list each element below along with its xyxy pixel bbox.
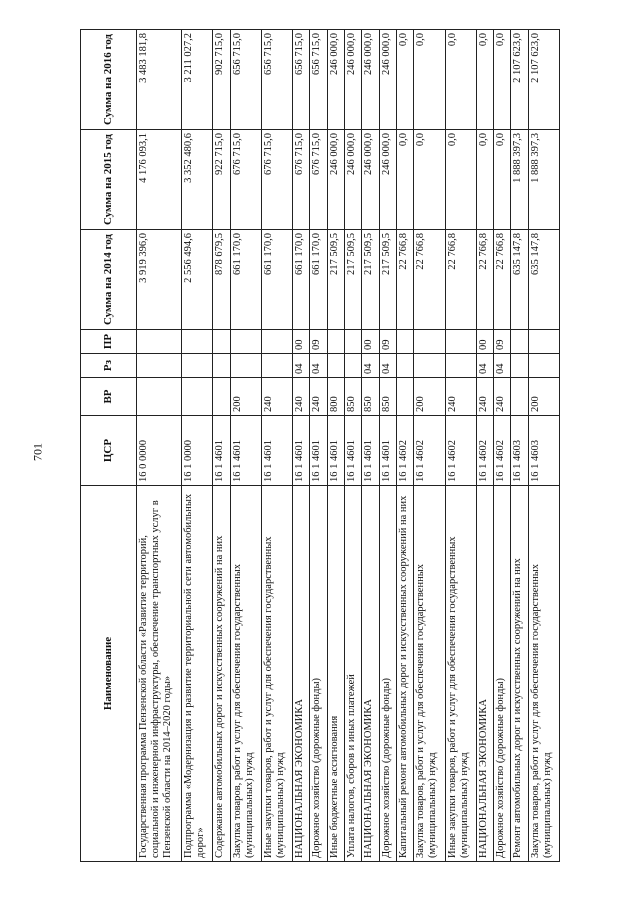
cell-csr: 16 1 4603 [528,416,559,486]
cell-pr [511,330,528,354]
header-sum-2014: Сумма на 2014 год [81,230,137,330]
header-vr: ВР [81,378,137,416]
cell-vr: 240 [445,378,476,416]
cell-sum-2016: 902 715,0 [213,30,230,130]
cell-rz: 04 [494,354,511,378]
cell-sum-2015: 246 000,0 [345,130,362,230]
cell-sum-2014: 217 509,5 [362,230,379,330]
cell-name: Иные закупки товаров, работ и услуг для обеспечения государственных (муниципальных) нужд [445,486,476,862]
cell-sum-2016: 246 000,0 [327,30,344,130]
cell-csr: 16 1 4601 [345,416,362,486]
cell-vr [396,378,413,416]
cell-name: Иные бюджетные ассигнования [327,486,344,862]
header-sum-2016: Сумма на 2016 год [81,30,137,130]
cell-sum-2016: 656 715,0 [310,30,327,130]
table-row [445,30,476,862]
cell-vr: 200 [528,378,559,416]
cell-sum-2015: 0,0 [494,130,511,230]
cell-vr [137,378,182,416]
cell-name: Капитальный ремонт автомобильных дорог и искусственных сооружений на них [396,486,413,862]
cell-sum-2016: 0,0 [414,30,445,130]
cell-sum-2015: 676 715,0 [310,130,327,230]
cell-sum-2014: 661 170,0 [261,230,292,330]
cell-vr: 200 [230,378,261,416]
cell-vr: 240 [293,378,310,416]
cell-sum-2015: 676 715,0 [293,130,310,230]
table-row [362,30,379,862]
cell-vr: 240 [494,378,511,416]
cell-name: НАЦИОНАЛЬНАЯ ЭКОНОМИКА [362,486,379,862]
table-row [345,30,362,862]
cell-rz [261,354,292,378]
table-row [414,30,445,862]
table-row [528,30,559,862]
cell-vr: 240 [261,378,292,416]
cell-pr: 00 [362,330,379,354]
cell-sum-2014: 661 170,0 [310,230,327,330]
cell-sum-2015: 1 888 397,3 [528,130,559,230]
cell-rz [511,354,528,378]
cell-rz [445,354,476,378]
cell-csr: 16 1 4601 [379,416,396,486]
cell-pr [137,330,182,354]
cell-csr: 16 1 4602 [396,416,413,486]
cell-sum-2016: 0,0 [476,30,493,130]
cell-sum-2014: 217 509,5 [379,230,396,330]
cell-sum-2016: 246 000,0 [345,30,362,130]
cell-sum-2014: 661 170,0 [230,230,261,330]
cell-sum-2014: 3 919 396,0 [137,230,182,330]
cell-sum-2016: 2 107 623,0 [511,30,528,130]
cell-rz: 04 [293,354,310,378]
cell-sum-2016: 2 107 623,0 [528,30,559,130]
cell-csr: 16 1 4602 [445,416,476,486]
cell-sum-2016: 0,0 [396,30,413,130]
cell-sum-2015: 246 000,0 [379,130,396,230]
cell-vr [213,378,230,416]
table-row [213,30,230,862]
cell-csr: 16 1 4601 [362,416,379,486]
cell-sum-2014: 217 509,5 [345,230,362,330]
cell-name: Дорожное хозяйство (дорожные фонды) [379,486,396,862]
cell-vr: 240 [476,378,493,416]
table-row [230,30,261,862]
budget-table-rotated [80,32,560,862]
cell-csr: 16 1 0000 [182,416,213,486]
cell-sum-2015: 0,0 [476,130,493,230]
cell-name: Закупка товаров, работ и услуг для обеспечения государственных (муниципальных) нужд [414,486,445,862]
cell-csr: 16 1 4602 [414,416,445,486]
cell-rz [528,354,559,378]
cell-pr [445,330,476,354]
table-row [310,30,327,862]
cell-sum-2015: 676 715,0 [230,130,261,230]
cell-rz [230,354,261,378]
cell-sum-2014: 22 766,8 [445,230,476,330]
header-name: Наименование [81,486,137,862]
cell-sum-2016: 656 715,0 [293,30,310,130]
cell-sum-2014: 22 766,8 [494,230,511,330]
cell-sum-2015: 246 000,0 [327,130,344,230]
table-row [511,30,528,862]
cell-sum-2014: 22 766,8 [396,230,413,330]
cell-sum-2015: 0,0 [414,130,445,230]
cell-csr: 16 1 4602 [476,416,493,486]
cell-rz [345,354,362,378]
cell-sum-2015: 1 888 397,3 [511,130,528,230]
table-body [137,30,560,862]
cell-sum-2015: 3 352 480,6 [182,130,213,230]
cell-sum-2015: 922 715,0 [213,130,230,230]
cell-name: Содержание автомобильных дорог и искусственных сооружений на них [213,486,230,862]
cell-sum-2016: 3 211 027,2 [182,30,213,130]
cell-sum-2014: 22 766,8 [476,230,493,330]
cell-rz [182,354,213,378]
cell-pr: 09 [494,330,511,354]
cell-sum-2016: 656 715,0 [230,30,261,130]
cell-pr [261,330,292,354]
cell-sum-2016: 0,0 [494,30,511,130]
cell-vr: 800 [327,378,344,416]
cell-pr: 00 [293,330,310,354]
table-header-row [81,30,137,862]
cell-vr: 200 [414,378,445,416]
table-row [182,30,213,862]
cell-pr: 09 [379,330,396,354]
header-sum-2015: Сумма на 2015 год [81,130,137,230]
cell-sum-2014: 635 147,8 [528,230,559,330]
cell-rz: 04 [476,354,493,378]
cell-rz [327,354,344,378]
cell-name: Дорожное хозяйство (дорожные фонды) [494,486,511,862]
cell-sum-2015: 4 176 093,1 [137,130,182,230]
cell-sum-2014: 878 679,5 [213,230,230,330]
header-rz: Рз [81,354,137,378]
cell-vr: 850 [362,378,379,416]
cell-pr [528,330,559,354]
cell-rz [396,354,413,378]
cell-name: Государственная программа Пензенской области «Развитие территорий, социальной и инженерной инфраструктуры, обеспечение транспортных услуг в Пензенской области на 2014–2020 годы» [137,486,182,862]
cell-csr: 16 0 0000 [137,416,182,486]
cell-pr [396,330,413,354]
cell-name: Иные закупки товаров, работ и услуг для обеспечения государственных (муниципальных) нужд [261,486,292,862]
budget-table [80,29,560,862]
cell-csr: 16 1 4601 [261,416,292,486]
cell-vr [182,378,213,416]
cell-name: Ремонт автомобильных дорог и искусственных сооружений на них [511,486,528,862]
table-row [396,30,413,862]
cell-csr: 16 1 4603 [511,416,528,486]
cell-pr: 00 [476,330,493,354]
cell-sum-2016: 3 483 181,8 [137,30,182,130]
cell-name: НАЦИОНАЛЬНАЯ ЭКОНОМИКА [476,486,493,862]
cell-name: Уплата налогов, сборов и иных платежей [345,486,362,862]
cell-sum-2015: 246 000,0 [362,130,379,230]
table-row [476,30,493,862]
cell-sum-2014: 2 556 494,6 [182,230,213,330]
cell-rz: 04 [379,354,396,378]
cell-pr: 09 [310,330,327,354]
cell-pr [414,330,445,354]
cell-rz [213,354,230,378]
table-row [379,30,396,862]
cell-sum-2014: 661 170,0 [293,230,310,330]
cell-rz [137,354,182,378]
cell-csr: 16 1 4601 [293,416,310,486]
cell-sum-2016: 0,0 [445,30,476,130]
cell-rz [414,354,445,378]
cell-name: Закупка товаров, работ и услуг для обеспечения государственных (муниципальных) нужд [528,486,559,862]
cell-vr [511,378,528,416]
cell-name: Закупка товаров, работ и услуг для обеспечения государственных (муниципальных) нужд [230,486,261,862]
cell-pr [345,330,362,354]
table-row [137,30,182,862]
cell-csr: 16 1 4602 [494,416,511,486]
cell-pr [213,330,230,354]
cell-sum-2015: 0,0 [396,130,413,230]
table-row [494,30,511,862]
cell-csr: 16 1 4601 [230,416,261,486]
cell-name: Подпрограмма «Модернизация и развитие территориальной сети автомобильных дорог» [182,486,213,862]
cell-pr [182,330,213,354]
cell-sum-2015: 676 715,0 [261,130,292,230]
cell-sum-2015: 0,0 [445,130,476,230]
cell-pr [327,330,344,354]
cell-name: НАЦИОНАЛЬНАЯ ЭКОНОМИКА [293,486,310,862]
cell-sum-2014: 635 147,8 [511,230,528,330]
cell-csr: 16 1 4601 [327,416,344,486]
table-row [261,30,292,862]
cell-csr: 16 1 4601 [213,416,230,486]
cell-sum-2016: 246 000,0 [362,30,379,130]
header-csr: ЦСР [81,416,137,486]
cell-rz: 04 [310,354,327,378]
table-row [327,30,344,862]
cell-csr: 16 1 4601 [310,416,327,486]
cell-pr [230,330,261,354]
cell-name: Дорожное хозяйство (дорожные фонды) [310,486,327,862]
header-pr: ПР [81,330,137,354]
cell-vr: 850 [345,378,362,416]
cell-vr: 850 [379,378,396,416]
cell-sum-2016: 656 715,0 [261,30,292,130]
cell-sum-2016: 246 000,0 [379,30,396,130]
cell-vr: 240 [310,378,327,416]
cell-rz: 04 [362,354,379,378]
table-row [293,30,310,862]
cell-sum-2014: 22 766,8 [414,230,445,330]
page-number: 701 [30,443,45,461]
cell-sum-2014: 217 509,5 [327,230,344,330]
